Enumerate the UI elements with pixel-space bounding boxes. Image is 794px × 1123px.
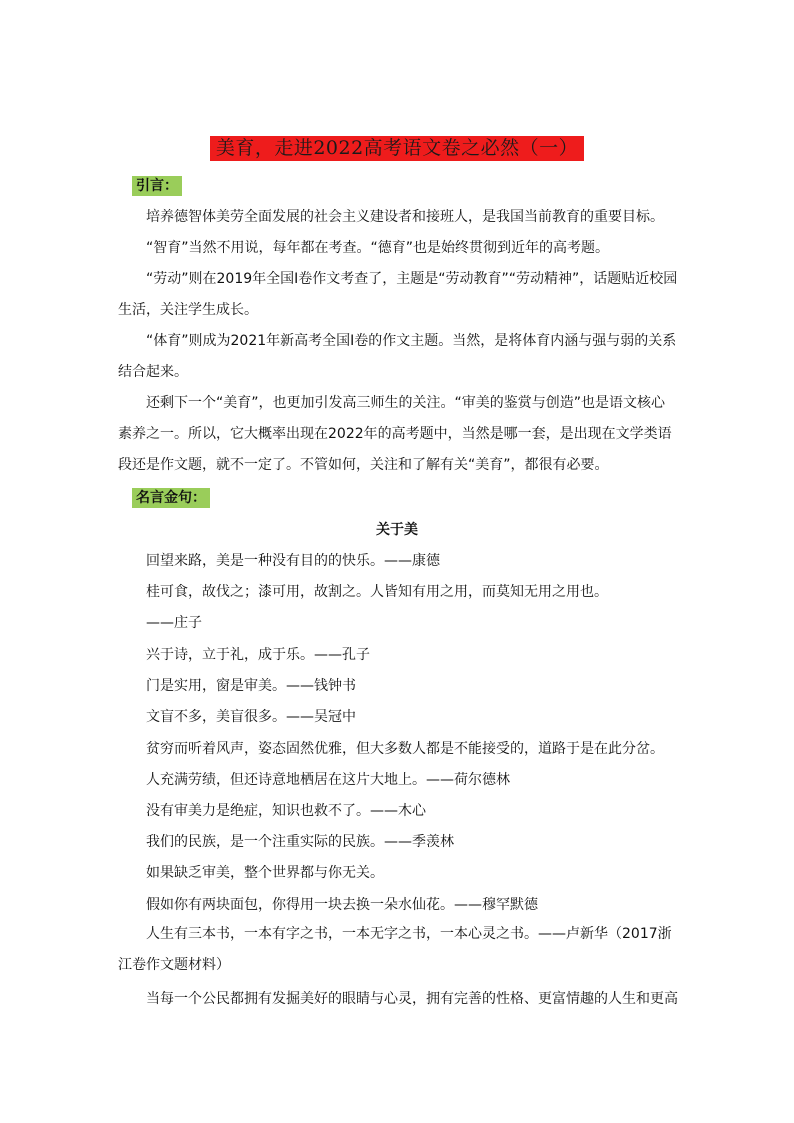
- section-label-quotes: 名言金句：: [132, 488, 210, 508]
- intro-paragraph: “体育”则成为2021年新高考全国Ⅰ卷的作文主题。当然，是将体育内涵与强与弱的关系结合起来。: [118, 333, 677, 380]
- quote-line: 人生有三本书，一本有字之书，一本无字之书，一本心灵之书。——卢新华（2017浙江卷作文题材料）: [118, 926, 672, 973]
- quote-line: 没有审美力是绝症，知识也救不了。——木心: [146, 803, 426, 819]
- intro-paragraph: “智育”当然不用说，每年都在考查。“德育”也是始终贯彻到近年的高考题。: [146, 240, 610, 256]
- quote-line: 当每一个公民都拥有发掘美好的眼睛与心灵，拥有完善的性格、更富情趣的人生和更高: [146, 991, 678, 1007]
- quote-line: ——庄子: [146, 615, 202, 631]
- intro-paragraph: 还剩下一个“美育”，也更加引发高三师生的关注。“审美的鉴赏与创造”也是语文核心素养之一。所以，它大概率出现在2022年的高考题中，当然是哪一套，是出现在文学类语段还是作文题，就不一定了。不管如何，关注和了解有关“美育”，都很有必要。: [118, 395, 672, 473]
- quote-line: 门是实用，窗是审美。——钱钟书: [146, 678, 356, 694]
- quote-line: 兴于诗，立于礼，成于乐。——孔子: [146, 647, 370, 663]
- intro-paragraph: “劳动”则在2019年全国Ⅰ卷作文考查了，主题是“劳动教育”“劳动精神”，话题贴近校园生活，关注学生成长。: [118, 271, 678, 318]
- section-label-intro: 引言：: [132, 176, 182, 196]
- quotes-heading: 关于美: [376, 522, 418, 538]
- quote-line: 假如你有两块面包，你得用一块去换一朵水仙花。——穆罕默德: [146, 897, 538, 913]
- page-title: 美育，走进2022高考语文卷之必然（一）: [210, 136, 584, 161]
- quote-line: 人充满劳绩，但还诗意地栖居在这片大地上。——荷尔德林: [146, 772, 510, 788]
- title-row: [0, 136, 794, 161]
- intro-paragraph: 培养德智体美劳全面发展的社会主义建设者和接班人，是我国当前教育的重要目标。: [146, 209, 664, 225]
- quote-line: 如果缺乏审美，整个世界都与你无关。: [146, 865, 384, 881]
- quote-line: 我们的民族，是一个注重实际的民族。——季羡林: [146, 834, 454, 850]
- quote-line: 文盲不多，美盲很多。——吴冠中: [146, 709, 356, 725]
- quote-line: 回望来路，美是一种没有目的的快乐。——康德: [146, 553, 440, 569]
- quote-line: 桂可食，故伐之；漆可用，故割之。人皆知有用之用，而莫知无用之用也。: [146, 584, 608, 600]
- quote-line: 贫穷而听着风声，姿态固然优雅，但大多数人都是不能接受的，道路于是在此分岔。: [146, 741, 664, 757]
